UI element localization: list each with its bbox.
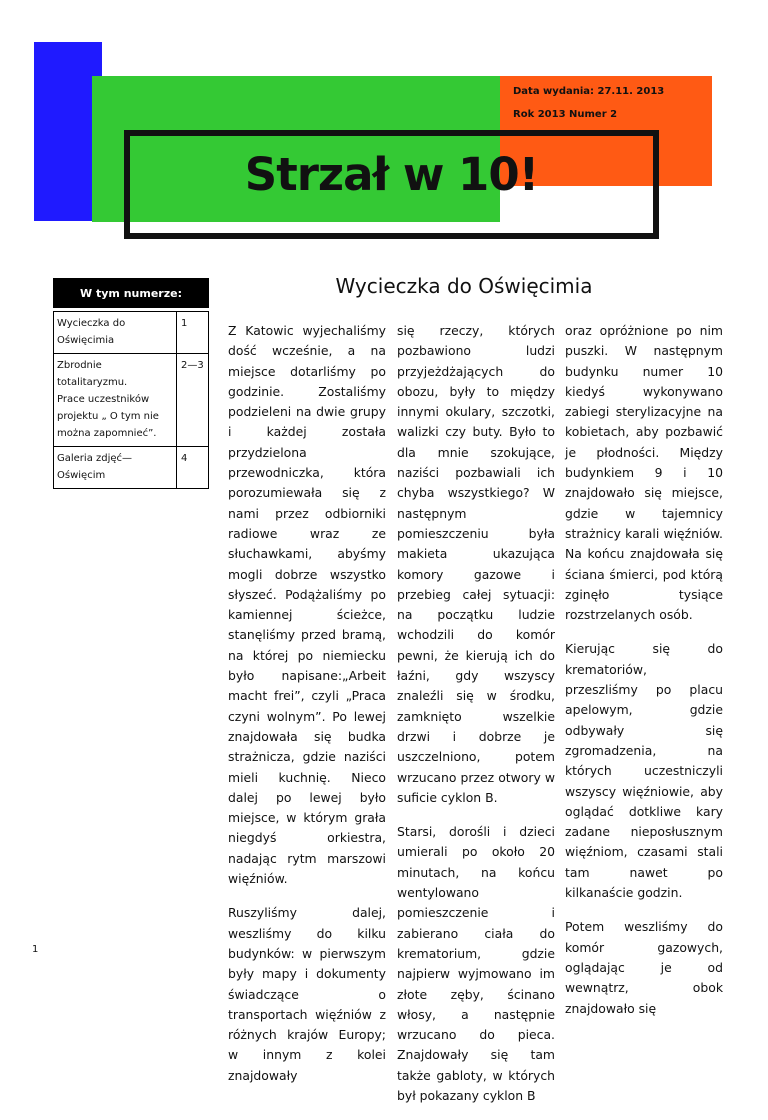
article-paragraph: Kierując się do krematoriów, przeszliśmy po placu apelowym, gdzie odbywały się zgromadzenia, na których uczestniczyli wszyscy więźniowie, aby oglądać dotkliwe kary zadane nieposłusznym więźniom, czasami stali tam nawet po kilkanaście godzin. bbox=[565, 641, 723, 901]
article-paragraph: się rzeczy, których pozbawiono ludzi przyjeżdżających do obozu, były to między innymi okulary, szczotki, walizki czy buty. Było to dla mnie szokujące, naziści pozbawiali ich chyba wszystkiego? W następnym pomieszczeniu była makieta ukazująca komory gazowe i przebieg całej sytuacji: na początku ludzie wchodzili do komór pewni, że kierują ich do łaźni, gdy wszyscy znaleźli się w środku, zamknięto wszelkie drzwi i dobrze je uszczelniono, potem wrzucano przez otwory w suficie cyklon B. bbox=[397, 323, 555, 805]
toc-entry-title: Zbrodnie totalitaryzmu. bbox=[57, 360, 128, 388]
article-column-2 bbox=[397, 321, 555, 1120]
toc-page-number: 1 bbox=[177, 312, 209, 354]
article-paragraph: Potem weszliśmy do komór gazowych, oglądając je od wewnątrz, obok znajdowało się bbox=[565, 919, 723, 1016]
article-title: Wycieczka do Oświęcimia bbox=[335, 274, 593, 298]
table-of-contents bbox=[53, 311, 209, 489]
toc-entry-title: Wycieczka do Oświęcimia bbox=[57, 318, 126, 346]
article-paragraph: oraz opróżnione po nim puszki. W następnym budynku numer 10 kiedyś wykonywano zabiegi sterylizacyjne na kobietach, aby pozbawić je płodności. Między budynkiem 9 i 10 znajdowało się miejsce, gdzie w tajemnicy strażnicy karali więźniów. Na końcu znajdowała się ściana śmierci, pod którą zginęło tysiące rozstrzelanych osób. bbox=[565, 323, 723, 623]
toc-entry-subtitle: Prace uczestników projektu „ O tym nie można zapomnieć”. bbox=[57, 394, 159, 439]
article-column-1 bbox=[228, 321, 386, 1100]
toc-entry bbox=[54, 447, 177, 489]
page-number: 1 bbox=[32, 944, 39, 955]
toc-entry bbox=[54, 354, 177, 447]
toc-heading: W tym numerze: bbox=[53, 278, 209, 308]
toc-entry bbox=[54, 312, 177, 354]
article-paragraph: Starsi, dorośli i dzieci umierali po około 20 minutach, na końcu wentylowano pomieszczenie i zabierano ciała do krematorium, gdzie najpierw wyjmowano im złote zęby, ścinano włosy, a następnie wrzucano do pieca. Znajdowały się tam także gabloty, w których był pokazany cyklon B bbox=[397, 824, 555, 1103]
article-column-3 bbox=[565, 321, 723, 1033]
toc-page-number: 2—3 bbox=[177, 354, 209, 447]
toc-row bbox=[54, 354, 209, 447]
article-paragraph: Ruszyliśmy dalej, weszliśmy do kilku budynków: w pierwszym były mapy i dokumenty świadczące o transportach więźniów z różnych krajów Europy; w innym z kolei znajdowały bbox=[228, 905, 386, 1083]
publication-date: Data wydania: 27.11. 2013 bbox=[513, 86, 665, 97]
toc-row bbox=[54, 447, 209, 489]
toc-page-number: 4 bbox=[177, 447, 209, 489]
toc-entry-title: Galeria zdjęć—Oświęcim bbox=[57, 453, 133, 481]
article-paragraph: Z Katowic wyjechaliśmy dość wcześnie, a na miejsce dotarliśmy po godzinie. Zostaliśmy podzieleni na dwie grupy i każdej została przydzielona przewodniczka, która porozumiewała się z nami przez odbiorniki radiowe wraz ze słuchawkami, abyśmy mogli dobrze wszystko słyszeć. Podążaliśmy po kamiennej ścieżce, stanęliśmy przed bramą, na której po niemiecku było napisane:„Arbeit macht frei”, czyli „Praca czyni wolnym”. Po lewej znajdowała się budka strażnicza, gdzie naziści mieli kuchnię. Nieco dalej po lewej było miejsce, w którym grała niegdyś orkiestra, nadając rytm marszowi więźniów. bbox=[228, 323, 386, 887]
issue-number: Rok 2013 Numer 2 bbox=[513, 109, 618, 120]
toc-row bbox=[54, 312, 209, 354]
newsletter-title: Strzał w 10! bbox=[244, 148, 539, 201]
